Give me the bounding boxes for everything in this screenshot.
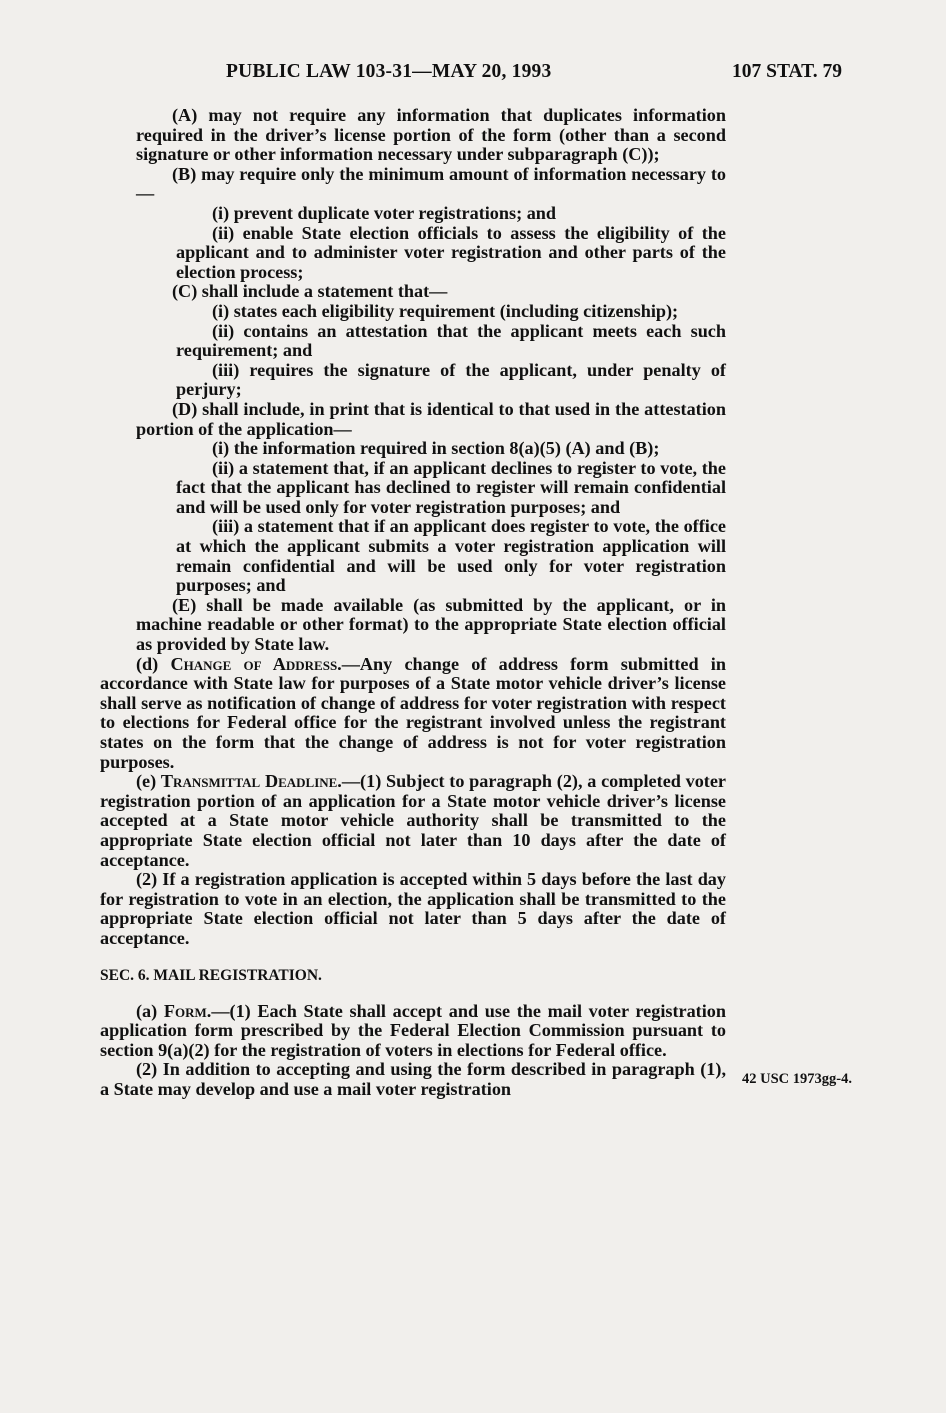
paragraph-D: (D) shall include, in print that is identical to that used in the attestation portion of the application— <box>136 398 726 439</box>
subsection-d-text: —Any change of address form submitted in accordance with State law for purposes of a State motor vehicle driver’s license shall serve as notification of change of address for voter registration with respect to elections for Federal office for the registrant involved unless the registrant states on the form that the change of address is not for voter registration purposes. <box>100 653 726 772</box>
usc-citation-note: 42 USC 1973gg-4. <box>742 1071 852 1087</box>
section6-subsection-a <box>100 1002 726 1061</box>
paragraph-B: (B) may require only the minimum amount of information necessary to— <box>136 163 726 204</box>
section-heading: SEC. 6. MAIL REGISTRATION. <box>100 966 322 984</box>
subsection-d-prefix: (d) <box>136 653 171 674</box>
clause-C-ii: (ii) contains an attestation that the applicant meets each such requirement; and <box>176 320 726 361</box>
subsection-e <box>100 772 726 870</box>
paragraph-E: (E) shall be made available (as submitted by the applicant, or in machine readable or other format) to the appropriate State election official as provided by State law. <box>136 594 726 655</box>
section6-a-heading: Form. <box>163 1000 212 1021</box>
clause-C-iii: (iii) requires the signature of the applicant, under penalty of perjury; <box>176 359 726 400</box>
section6-a-2: (2) In addition to accepting and using the form described in paragraph (1), a State may develop and use a mail voter registration <box>100 1059 726 1099</box>
clause-C-i: (i) states each eligibility requirement (including citizenship); <box>212 300 679 321</box>
subsection-e-prefix: (e) <box>136 771 161 792</box>
clause-B-ii: (ii) enable State election officials to assess the eligibility of the applicant and to administer voter registration and other parts of the election process; <box>176 222 726 282</box>
clause-D-iii: (iii) a statement that if an applicant does register to vote, the office at which the applicant submits a voter registration application will remain confidential and will be used only for voter registration purposes; and <box>176 516 726 596</box>
statute-text <box>100 106 726 1100</box>
section6-a-text: —(1) Each State shall accept and use the mail voter registration application form prescribed by the Federal Election Commission pursuant to section 9(a)(2) for the registration of voters in elections for Federal office. <box>100 1000 726 1060</box>
subsection-e-text: —(1) Subject to paragraph (2), a completed voter registration portion of an application for a State motor vehicle driver’s license accepted at a State motor vehicle authority shall be transmitted to the appropriate State election official not later than 10 days after the date of acceptance. <box>100 771 726 870</box>
page-number: 107 STAT. 79 <box>732 61 842 82</box>
subsection-e-heading: Transmittal Deadline. <box>160 771 342 792</box>
clause-D-i: (i) the information required in section 8(a)(5) (A) and (B); <box>212 438 660 459</box>
paragraph-C: (C) shall include a statement that— <box>172 281 448 302</box>
running-head: PUBLIC LAW 103-31—MAY 20, 1993 <box>226 61 552 82</box>
clause-D-ii: (ii) a statement that, if an applicant declines to register to vote, the fact that the applicant has declined to register will remain confidential and will be used only for voter registration purposes; and <box>176 457 726 517</box>
paragraph-A: (A) may not require any information that duplicates information required in the driver’s license portion of the form (other than a second signature or other information necessary under subparagraph (C)); <box>136 105 726 165</box>
subsection-d-heading: Change of Address. <box>170 653 342 674</box>
clause-B-i: (i) prevent duplicate voter registrations; and <box>212 202 557 223</box>
subsection-e-2: (2) If a registration application is accepted within 5 days before the last day for registration to vote in an election, the application shall be transmitted to the appropriate State election official not later than 5 days after the date of acceptance. <box>100 869 726 948</box>
section6-a-prefix: (a) <box>136 1000 164 1021</box>
subsection-d <box>100 655 726 773</box>
page-header <box>0 61 946 87</box>
